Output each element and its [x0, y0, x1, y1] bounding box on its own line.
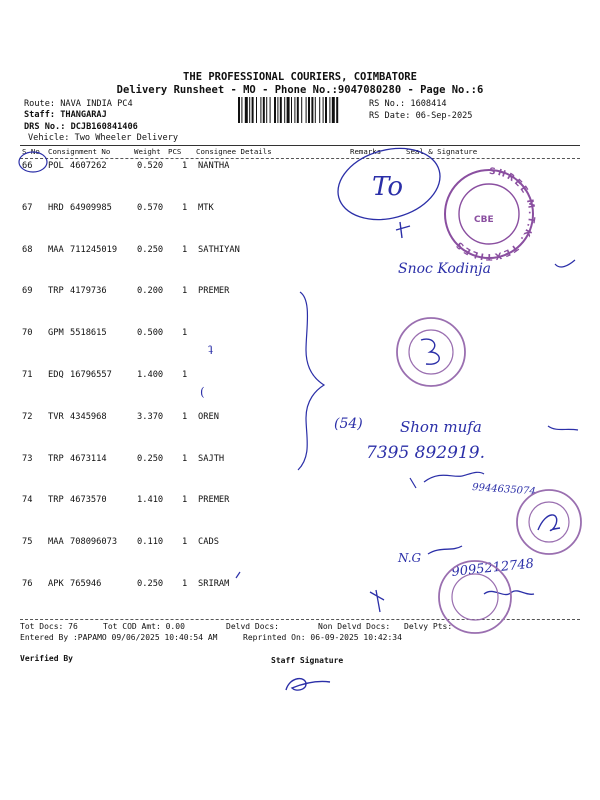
weight: 0.500 [137, 328, 164, 339]
consignment-prefix: POL [48, 161, 64, 171]
consignee: SATHIYAN [198, 244, 240, 255]
consignment-prefix: TRP [48, 495, 64, 506]
consignment-number: 4179736 [70, 286, 107, 297]
staff-signature-label: Staff Signature [271, 656, 344, 665]
mark-71: ( [200, 385, 205, 399]
sno: 70 [22, 328, 33, 339]
route: Route: NAVA INDIA PC4 [24, 99, 133, 109]
col-remarks: Remarks [350, 147, 382, 156]
consignment-prefix: TVR [48, 411, 64, 422]
sno: 76 [22, 579, 33, 589]
consignment-number: 708096073 [70, 537, 118, 548]
col-consignment: Consignment No [48, 147, 111, 156]
sno: 66 [22, 161, 33, 171]
weight: 0.570 [137, 202, 164, 213]
sno: 73 [22, 453, 33, 464]
stamp-3 [517, 490, 581, 554]
pcs: 1 [182, 286, 188, 297]
pcs: 1 [182, 579, 188, 589]
weight: 0.520 [137, 161, 164, 171]
weight: 0.110 [137, 537, 164, 548]
consignment-prefix: HRD [48, 202, 64, 213]
reprinted-on: Reprinted On: 06-09-2025 10:42:34 [243, 633, 402, 642]
consignment-number: 4673570 [70, 495, 107, 506]
weight: 1.400 [137, 370, 164, 380]
vehicle: Vehicle: Two Wheeler Delivery [28, 133, 179, 143]
runsheet-subtitle: Delivery Runsheet - MO - Phone No.:9047080280 - Page No.:6 [116, 84, 484, 96]
note-72-code: (54) [334, 416, 363, 432]
sno: 72 [22, 411, 33, 422]
to-mark: To [372, 172, 403, 202]
col-weight: Weight [134, 147, 161, 156]
entered-by: Entered By :PAPAMO 09/06/2025 10:40:54 AM [20, 633, 218, 642]
consignment-number: 16796557 [70, 370, 112, 380]
rs-date: RS Date: 06-Sep-2025 [369, 111, 473, 121]
pcs: 1 [182, 370, 188, 380]
consignment-prefix: MAA [48, 537, 64, 548]
col-pcs: PCS [168, 147, 182, 156]
sno: 67 [22, 202, 33, 213]
consignment-number: 4607262 [70, 161, 107, 171]
note-73-phone: 9944635074 [471, 482, 537, 498]
pcs: 1 [182, 328, 188, 339]
consignment-prefix: GPM [48, 328, 64, 339]
consignee: SRIRAM [198, 579, 230, 589]
note-75: N.G [398, 551, 422, 565]
mark-70: ʇ [208, 341, 213, 355]
company-title: THE PROFESSIONAL COURIERS, COIMBATORE [183, 71, 417, 83]
stamp1-center: CBE [474, 215, 494, 225]
stamp1-ring-text: SHREE M.T.K. TEXTILES [453, 166, 537, 262]
pcs: 1 [182, 495, 188, 506]
delvy-pts: Delvy Pts: [404, 622, 453, 631]
non-delvd-docs: Non Delvd Docs: [318, 622, 391, 631]
consignment-number: 711245019 [70, 244, 118, 255]
stamp-4 [439, 561, 511, 633]
consignment-number: 4673114 [70, 453, 107, 464]
consignee: MTK [198, 202, 214, 213]
drs-no: DRS No.: DCJB160841406 [24, 122, 138, 132]
note-75-phone: 9095212748 [450, 556, 535, 580]
consignment-prefix: TRP [48, 286, 64, 297]
consignee: SAJTH [198, 453, 225, 464]
verified-by: Verified By [20, 654, 73, 663]
consignee: PREMER [198, 286, 230, 297]
delvd-docs: Delvd Docs: [226, 622, 279, 631]
consignment-number: 765946 [70, 579, 102, 589]
consignee: PREMER [198, 495, 230, 506]
weight: 0.250 [137, 244, 164, 255]
svg-text:SHREE M.T.K. TEXTILES [454, 167, 537, 261]
consignment-number: 5518615 [70, 328, 107, 339]
pcs: 1 [182, 411, 188, 422]
consignee: NANTHA [198, 161, 230, 171]
sno: 69 [22, 286, 33, 297]
consignment-prefix: EDQ [48, 370, 64, 380]
pcs: 1 [182, 537, 188, 548]
rs-no: RS No.: 1608414 [369, 99, 447, 109]
sno: 71 [22, 370, 33, 380]
consignment-number: 64909985 [70, 202, 112, 213]
note-72-phone: 7395 892919. [366, 443, 485, 463]
consignee: CADS [198, 537, 219, 548]
col-sno: S No [22, 147, 40, 156]
pcs: 1 [182, 244, 188, 255]
tot-docs: Tot Docs: 76 [20, 622, 78, 631]
tot-cod: Tot COD Amt: 0.00 [103, 622, 185, 631]
col-consignee: Consignee Details [196, 147, 272, 156]
weight: 1.410 [137, 495, 164, 506]
consignment-prefix: MAA [48, 244, 64, 255]
stamp-mtk-textiles [445, 167, 536, 261]
weight: 0.250 [137, 453, 164, 464]
sno: 68 [22, 244, 33, 255]
consignee: OREN [198, 411, 219, 422]
pcs: 1 [182, 453, 188, 464]
sno: 75 [22, 537, 33, 548]
consignment-number: 4345968 [70, 411, 107, 422]
staff: Staff: THANGARAJ [24, 110, 107, 120]
weight: 0.250 [137, 579, 164, 589]
note-72-name: Shon mufa [400, 418, 482, 436]
consignment-prefix: TRP [48, 453, 64, 464]
pcs: 1 [182, 161, 188, 171]
consignment-prefix: APK [48, 579, 64, 589]
sno: 74 [22, 495, 33, 506]
pcs: 1 [182, 202, 188, 213]
weight: 0.200 [137, 286, 164, 297]
col-seal: Seal & Signature [406, 147, 478, 156]
note-68: Snoc Kodinja [398, 261, 491, 277]
stamp-2 [397, 318, 465, 386]
weight: 3.370 [137, 411, 164, 422]
